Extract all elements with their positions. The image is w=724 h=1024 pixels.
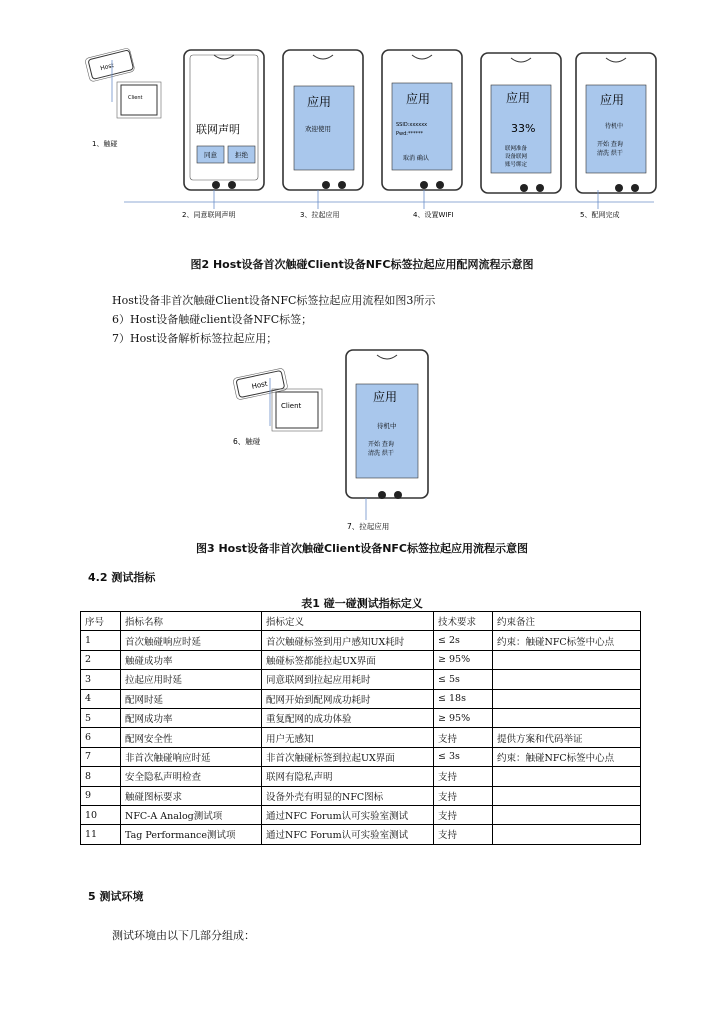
figure-3-diagram [0,340,724,540]
header-requirement: 技术要求 [434,612,493,631]
cell-definition: 用户无感知 [262,728,434,747]
host-label: Host [99,62,115,73]
phone-2 [283,50,363,190]
header-index: 序号 [81,612,121,631]
cell-index: 8 [81,767,121,786]
cell-name: NFC-A Analog测试项 [121,805,262,824]
cell-definition: 设备外壳有明显的NFC图标 [262,786,434,805]
cell-index: 6 [81,728,121,747]
cell-remark [493,825,641,844]
cell-requirement: ≤ 18s [434,689,493,708]
phone-4 [481,53,561,193]
client-device [272,389,322,431]
cell-index: 1 [81,631,121,650]
step2-label: 2、同意联网声明 [182,211,236,219]
phone2-text: 欢迎使用 [305,125,331,133]
figure-2-caption: 图2 Host设备首次触碰Client设备NFC标签拉起应用配网流程示意图 [190,258,534,271]
phone2-app-title: 应用 [307,95,332,109]
cell-requirement: 支持 [434,786,493,805]
cell-remark: 约束：触碰NFC标签中心点 [493,631,641,650]
cell-name: 安全隐私声明检查 [121,767,262,786]
phone5-app-title: 应用 [600,93,625,107]
client-label: Client [281,402,302,410]
phone-standby [346,350,428,499]
phone3-app-title: 应用 [406,92,431,106]
table-row [81,786,641,805]
phone-status: 待机中 [377,422,397,430]
cell-name: 配网成功率 [121,708,262,727]
paragraph-line-3: 7）Host设备解析标签拉起应用； [112,332,278,345]
step6-label: 6、触碰 [233,437,261,446]
phone5-row-2: 清洗 烘干 [597,150,623,157]
phone4-line-3: 账号绑定 [505,162,528,168]
cell-definition: 同意联网到拉起应用耗时 [262,670,434,689]
step4-label: 4、设置WIFI [413,211,454,219]
phone5-status: 待机中 [605,123,624,130]
cell-requirement: 支持 [434,728,493,747]
cell-index: 4 [81,689,121,708]
cell-definition: 通过NFC Forum认可实验室测试 [262,805,434,824]
cell-requirement: 支持 [434,767,493,786]
table-row [81,670,641,689]
table-row [81,708,641,727]
cell-index: 11 [81,825,121,844]
header-definition: 指标定义 [262,612,434,631]
cell-requirement: ≤ 2s [434,631,493,650]
table-row [81,650,641,669]
cell-requirement: ≤ 5s [434,670,493,689]
phone-row-1: 开始 查询 [368,441,394,448]
phone3-pwd: Pwd:****** [396,131,423,137]
cell-requirement: 支持 [434,805,493,824]
cell-index: 5 [81,708,121,727]
phone4-percent: 33% [511,122,536,135]
figure-2-diagram [0,0,724,230]
cell-remark [493,708,641,727]
cell-name: 首次触碰响应时延 [121,631,262,650]
table-row [81,825,641,844]
step1-label: 1、触碰 [92,140,118,148]
paragraph-line-2: 6）Host设备触碰client设备NFC标签； [112,313,313,326]
cell-definition: 首次触碰标签到用户感知UX耗时 [262,631,434,650]
reject-button: 拒绝 [235,151,248,159]
cell-remark: 提供方案和代码举证 [493,728,641,747]
cell-index: 10 [81,805,121,824]
cell-remark [493,670,641,689]
phone4-app-title: 应用 [506,91,531,105]
cell-definition: 触碰标签都能拉起UX界面 [262,650,434,669]
cell-remark: 约束：触碰NFC标签中心点 [493,747,641,766]
cell-name: 触碰成功率 [121,650,262,669]
table-row [81,728,641,747]
phone-3 [382,50,462,190]
phone-app-title: 应用 [373,390,398,404]
cell-definition: 配网开始到配网成功耗时 [262,689,434,708]
cell-name: 拉起应用时延 [121,670,262,689]
cell-remark [493,767,641,786]
step5-label: 5、配网完成 [580,211,620,219]
step7-label: 7、拉起应用 [347,522,390,531]
host-label: Host [250,379,269,391]
cell-requirement: 支持 [434,825,493,844]
phone4-line-2: 设备联网 [505,154,528,160]
cell-remark [493,689,641,708]
figure-3-caption: 图3 Host设备非首次触碰Client设备NFC标签拉起应用流程示意图 [195,542,528,555]
phone-5 [576,53,656,193]
agree-button: 同意 [204,151,217,159]
phone-1 [184,50,264,190]
phone-row-2: 清洗 烘干 [368,450,394,457]
cell-name: 非首次触碰响应时延 [121,747,262,766]
cell-definition: 重复配网的成功体验 [262,708,434,727]
section-5-title: 5 测试环境 [88,890,144,903]
cell-index: 3 [81,670,121,689]
header-name: 指标名称 [121,612,262,631]
cell-requirement: ≤ 3s [434,747,493,766]
cell-remark [493,805,641,824]
header-remark: 约束备注 [493,612,641,631]
cell-definition: 联网有隐私声明 [262,767,434,786]
cell-remark [493,786,641,805]
table-header-row [81,612,641,631]
cell-index: 2 [81,650,121,669]
cell-requirement: ≥ 95% [434,650,493,669]
table-row [81,805,641,824]
cell-name: 配网时延 [121,689,262,708]
metrics-table [80,611,641,845]
cell-index: 7 [81,747,121,766]
cell-remark [493,650,641,669]
table-1-title: 表1 碰一碰测试指标定义 [301,597,423,610]
phone4-line-1: 联网准备 [505,146,528,152]
cell-index: 9 [81,786,121,805]
step3-label: 3、拉起应用 [300,211,340,219]
phone3-ssid: SSID:xxxxxx [396,122,428,128]
section-5-text: 测试环境由以下几部分组成： [112,929,255,942]
table-row [81,631,641,650]
table-row [81,747,641,766]
cell-requirement: ≥ 95% [434,708,493,727]
paragraph-line-1: Host设备非首次触碰Client设备NFC标签拉起应用流程如图3所示 [112,294,436,307]
cell-name: 配网安全性 [121,728,262,747]
client-device [117,82,161,118]
cell-name: 触碰图标要求 [121,786,262,805]
cell-name: Tag Performance测试项 [121,825,262,844]
cell-definition: 非首次触碰标签到拉起UX界面 [262,747,434,766]
phone3-buttons: 取消 确认 [403,155,429,162]
host-device [85,48,135,82]
section-4-2-title: 4.2 测试指标 [88,571,156,584]
client-label: Client [128,95,143,101]
cell-definition: 通过NFC Forum认可实验室测试 [262,825,434,844]
phone1-title: 联网声明 [196,123,240,136]
phone5-row-1: 开始 查询 [597,141,623,148]
table-row [81,767,641,786]
table-row [81,689,641,708]
